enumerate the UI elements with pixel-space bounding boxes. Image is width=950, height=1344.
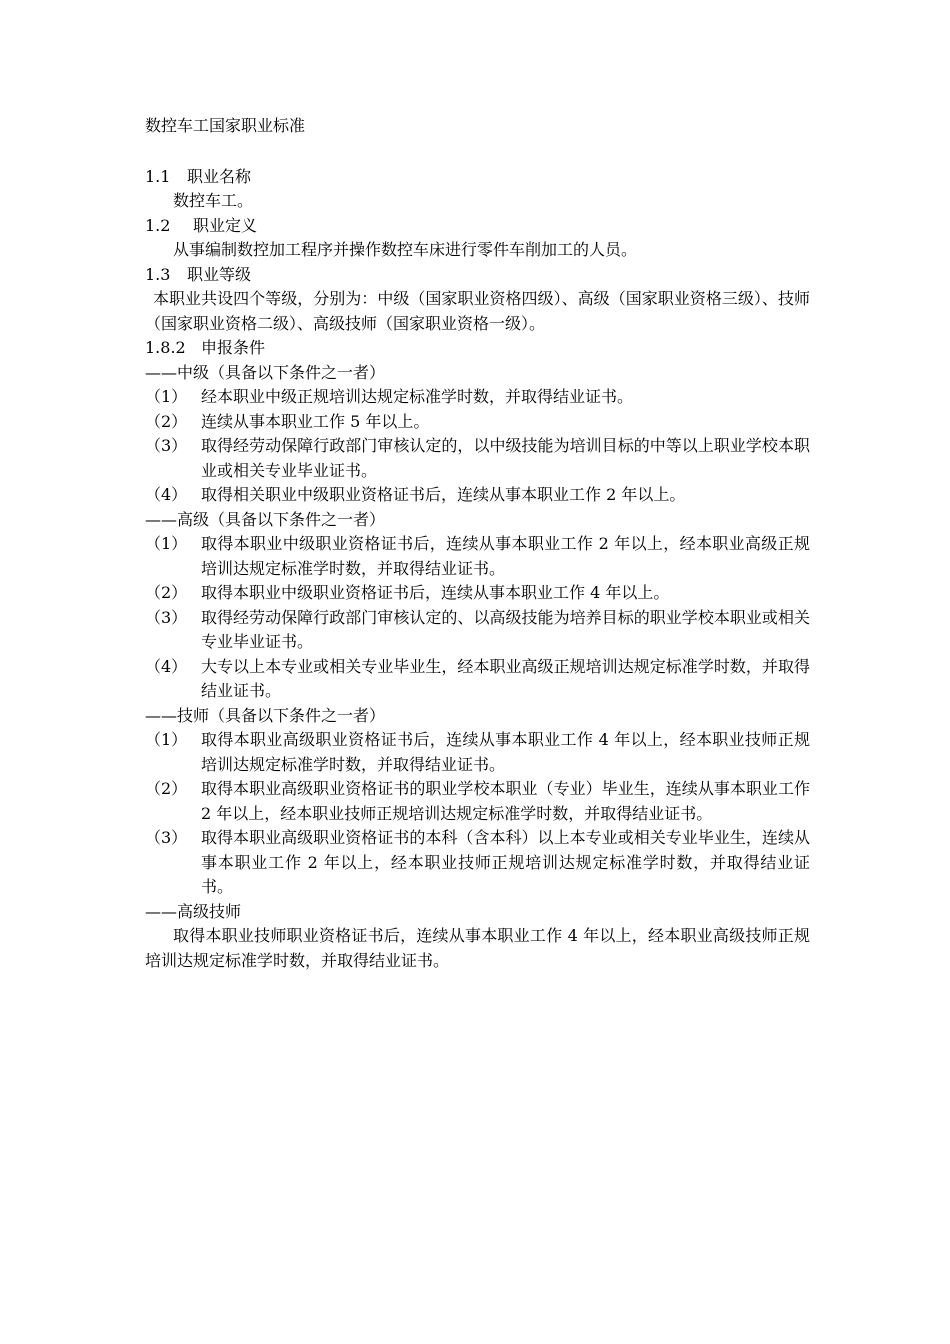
item-text: 经本职业中级正规培训达规定标准学时数，并取得结业证书。	[201, 387, 634, 406]
list-item	[145, 826, 810, 900]
list-item	[145, 410, 810, 435]
list-item	[145, 655, 810, 704]
senior-technician-body: 取得本职业技师职业资格证书后，连续从事本职业工作 4 年以上，经本职业高级技师正规培训达规定标准学时数，并取得结业证书。	[145, 926, 810, 970]
item-text: 取得经劳动保障行政部门审核认定的、以高级技能为培养目标的职业学校本职业或相关专业毕业证书。	[201, 607, 810, 651]
item-text: 取得本职业高级职业资格证书的职业学校本职业（专业）毕业生，连续从事本职业工作 2 年以上，经本职业技师正规培训达规定标准学时数，并取得结业证书。	[201, 779, 810, 823]
list-item	[145, 532, 810, 581]
list-item	[145, 777, 810, 826]
document-page	[145, 114, 810, 973]
item-number: （1）	[145, 387, 188, 406]
item-text: 取得本职业中级职业资格证书后，连续从事本职业工作 2 年以上，经本职业高级正规培训达规定标准学时数，并取得结业证书。	[201, 534, 810, 578]
item-number: （4）	[145, 656, 188, 676]
level-title-intermediate: ——中级（具备以下条件之一者）	[145, 362, 386, 382]
section-number: 1.2	[145, 215, 171, 235]
list-item	[145, 581, 810, 606]
section-title: 职业等级	[187, 264, 252, 284]
item-number: （1）	[145, 534, 188, 553]
list-item	[145, 385, 810, 410]
section-number: 1.1	[145, 166, 171, 186]
item-number: （3）	[145, 607, 188, 627]
section-heading-1-2	[145, 214, 810, 239]
section-number: 1.3	[145, 264, 171, 284]
item-number: （1）	[145, 730, 188, 749]
section-title: 职业名称	[187, 166, 252, 186]
item-number: （4）	[145, 485, 188, 504]
item-text: 取得本职业中级职业资格证书后，连续从事本职业工作 4 年以上。	[201, 583, 670, 602]
item-number: （2）	[145, 583, 188, 602]
level-title-advanced: ——高级（具备以下条件之一者）	[145, 509, 386, 529]
item-number: （3）	[145, 828, 188, 847]
list-item	[145, 728, 810, 777]
section-body-1-2: 从事编制数控加工程序并操作数控车床进行零件车削加工的人员。	[173, 240, 638, 259]
item-text: 连续从事本职业工作 5 年以上。	[201, 411, 430, 431]
item-number: （3）	[145, 436, 188, 455]
section-title: 申报条件	[201, 338, 266, 357]
item-number: （2）	[145, 779, 188, 798]
section-title: 职业定义	[193, 215, 258, 235]
section-body-1-1: 数控车工。	[173, 191, 254, 210]
item-text: 取得经劳动保障行政部门审核认定的，以中级技能为培训目标的中等以上职业学校本职业或相关专业毕业证书。	[201, 436, 810, 480]
item-text: 取得本职业高级职业资格证书的本科（含本科）以上本专业或相关专业毕业生，连续从事本职业工作 2 年以上，经本职业技师正规培训达规定标准学时数，并取得结业证书。	[201, 828, 810, 896]
document-title: 数控车工国家职业标准	[145, 116, 306, 135]
section-heading-1-1	[145, 165, 810, 190]
list-item	[145, 483, 810, 508]
section-heading-1-3	[145, 263, 810, 288]
section-heading-1-8-2	[145, 336, 810, 361]
level-title-senior-technician: ——高级技师	[145, 901, 242, 921]
item-number: （2）	[145, 411, 188, 431]
item-text: 大专以上本专业或相关专业毕业生，经本职业高级正规培训达规定标准学时数，并取得结业证书。	[201, 656, 810, 700]
section-body-1-3: 本职业共设四个等级，分别为：中级（国家职业资格四级）、高级（国家职业资格三级）、技师（国家职业资格二级）、高级技师（国家职业资格一级）。	[145, 289, 810, 333]
section-number: 1.8.2	[145, 338, 186, 357]
level-title-technician: ——技师（具备以下条件之一者）	[145, 705, 386, 725]
item-text: 取得本职业高级职业资格证书后，连续从事本职业工作 4 年以上，经本职业技师正规培训达规定标准学时数，并取得结业证书。	[201, 730, 810, 774]
list-item	[145, 606, 810, 655]
list-item	[145, 434, 810, 483]
item-text: 取得相关职业中级职业资格证书后，连续从事本职业工作 2 年以上。	[201, 485, 686, 504]
